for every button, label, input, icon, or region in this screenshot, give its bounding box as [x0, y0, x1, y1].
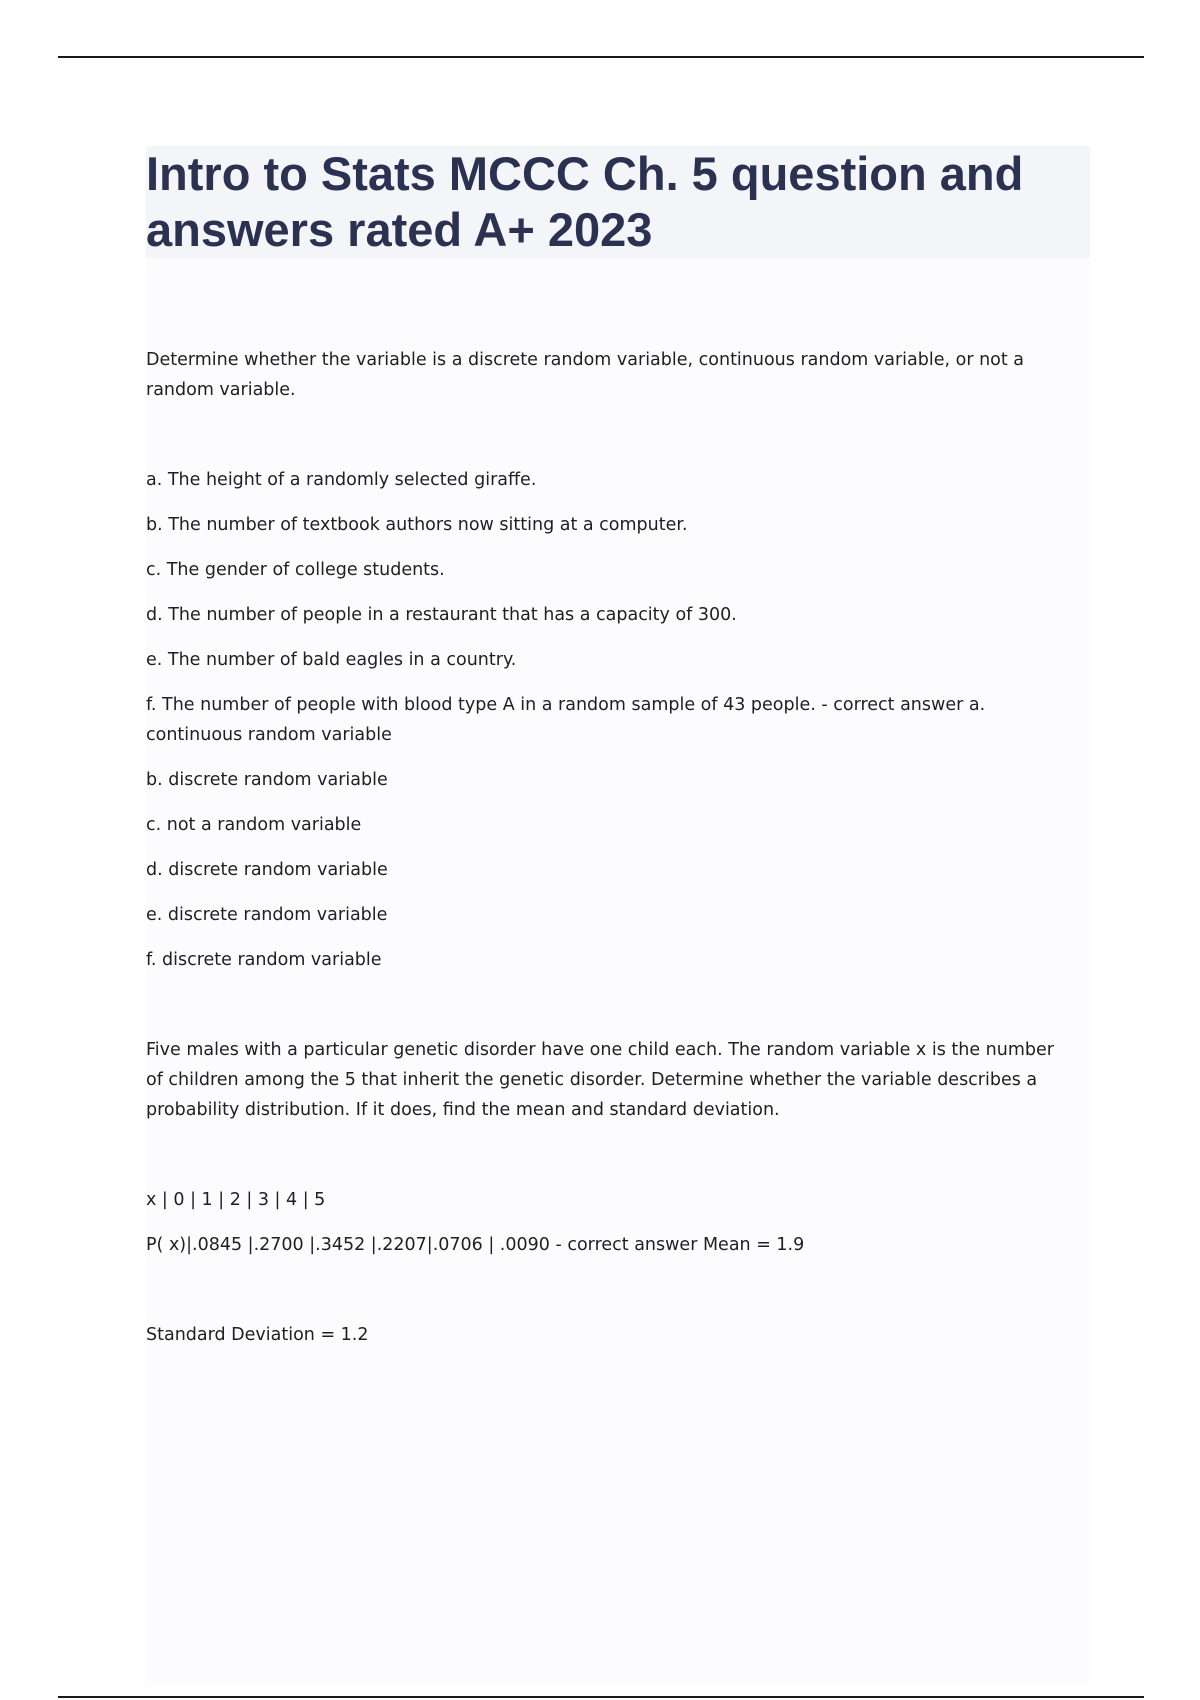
question-1-item-d: d. The number of people in a restaurant that has a capacity of 300. — [146, 605, 737, 625]
bottom-rule — [58, 1696, 1144, 1698]
question-2-x-row: x | 0 | 1 | 2 | 3 | 4 | 5 — [146, 1190, 326, 1210]
question-1-item-f: f. The number of people with blood type A in a random sample of 43 people. - correct answer a. continuous random variable — [146, 695, 986, 745]
question-1-item-c: c. The gender of college students. — [146, 560, 445, 580]
question-1-item-a: a. The height of a randomly selected giraffe. — [146, 470, 537, 490]
page-title: Intro to Stats MCCC Ch. 5 question and answers rated A+ 2023 — [146, 147, 1024, 256]
document-body — [146, 345, 1076, 1350]
question-1-prompt: Determine whether the variable is a discrete random variable, continuous random variable, or not a random variable. — [146, 350, 1025, 400]
question-1-item-b: b. The number of textbook authors now sitting at a computer. — [146, 515, 688, 535]
question-1-answer-f: f. discrete random variable — [146, 950, 382, 970]
question-2-probability-row: P( x)|.0845 |.2700 |.3452 |.2207|.0706 | .0090 - correct answer Mean = 1.9 — [146, 1235, 805, 1255]
question-1-item-e: e. The number of bald eagles in a country. — [146, 650, 517, 670]
question-2-prompt: Five males with a particular genetic disorder have one child each. The random variable x is the number of children among the 5 that inherit the genetic disorder. Determine whether the variable describes a probability distribution. If it does, find the mean and standard deviation. — [146, 1040, 1054, 1120]
question-1-answer-b: b. discrete random variable — [146, 770, 388, 790]
top-rule — [58, 56, 1144, 58]
question-1-answer-d: d. discrete random variable — [146, 860, 388, 880]
question-2-standard-deviation: Standard Deviation = 1.2 — [146, 1325, 369, 1345]
question-1-answer-c: c. not a random variable — [146, 815, 362, 835]
question-1-answer-e: e. discrete random variable — [146, 905, 388, 925]
